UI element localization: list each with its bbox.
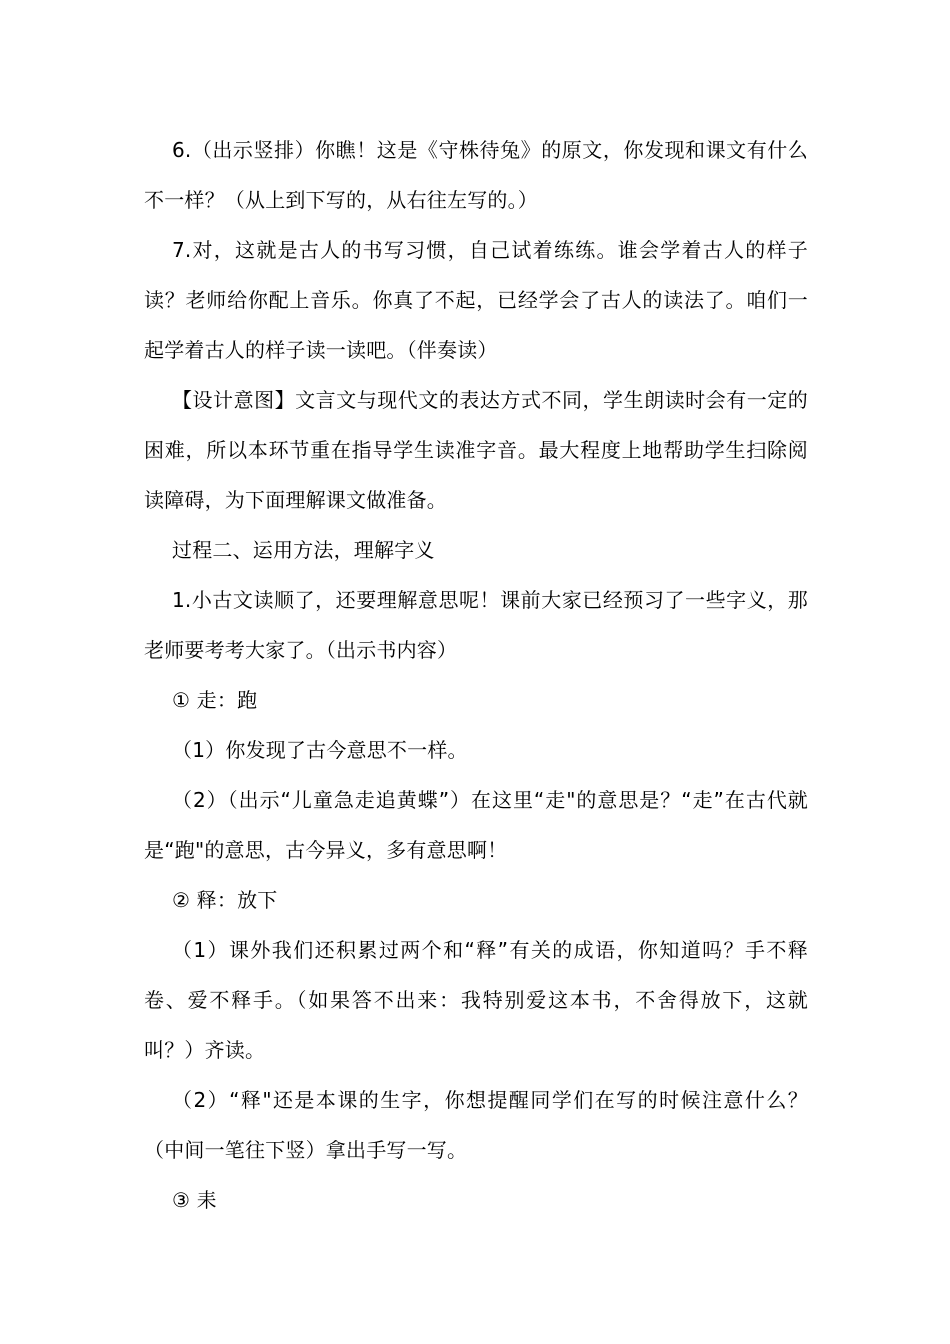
vocab-zou-point-2: （2）（出示“儿童急走追黄蝶”）在这里“走"的意思是？“走”在古代就是“跑"的意思，古今异义，多有意思啊！ [144, 788, 808, 862]
vocab-shi-point-1: （1）课外我们还积累过两个和“释”有关的成语，你知道吗？手不释卷、爱不释手。（如果答不出来：我特别爱这本书，不舍得放下，这就叫？）齐读。 [144, 938, 808, 1062]
paragraph-item-1: 1.小古文读顺了，还要理解意思呢！课前大家已经预习了一些字义，那老师要考考大家了。（出示书内容） [144, 588, 808, 662]
document-body [144, 125, 808, 1225]
vocab-heading-shi: ② 释：放下 [172, 888, 278, 912]
vocab-heading-zou: ① 走：跑 [172, 688, 258, 712]
design-intent-paragraph: 【设计意图】文言文与现代文的表达方式不同，学生朗读时会有一定的困难，所以本环节重在指导学生读准字音。最大程度上地帮助学生扫除阅读障碍，为下面理解课文做准备。 [144, 388, 808, 512]
vocab-zou-point-1: （1）你发现了古今意思不一样。 [172, 738, 468, 762]
vocab-shi-point-2: （2）“释"还是本课的生字，你想提醒同学们在写的时候注意什么？（中间一笔往下竖）拿出手写一写。 [144, 1088, 808, 1162]
paragraph-item-6: 6.（出示竖排）你瞧！这是《守株待兔》的原文，你发现和课文有什么不一样？（从上到下写的，从右往左写的。） [144, 138, 808, 212]
section-heading-process-two: 过程二、运用方法，理解字义 [172, 538, 435, 562]
paragraph-item-7: 7.对，这就是古人的书写习惯，自己试着练练。谁会学着古人的样子读？老师给你配上音乐。你真了不起，已经学会了古人的读法了。咱们一起学着古人的样子读一读吧。（伴奏读） [144, 238, 808, 362]
vocab-heading-lei: ③ 耒 [172, 1188, 217, 1212]
